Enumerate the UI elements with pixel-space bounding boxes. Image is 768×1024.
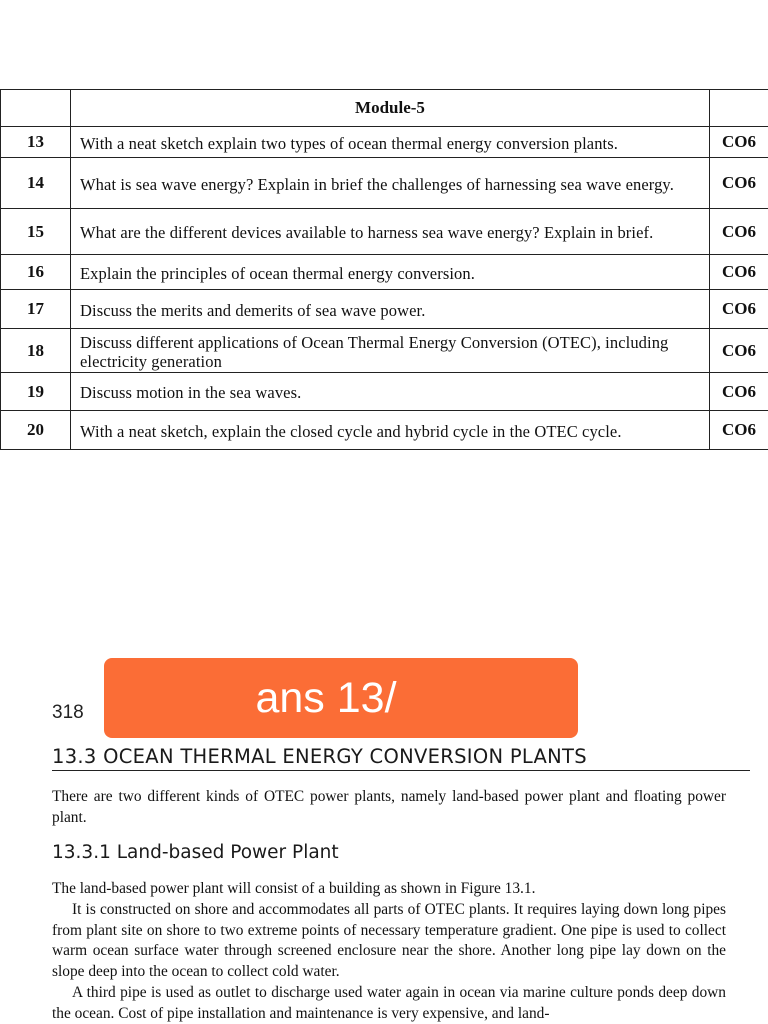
header-empty-cell bbox=[1, 90, 71, 127]
course-outcome: CO6 bbox=[710, 329, 768, 373]
paragraph-3: A third pipe is used as outlet to discharge used water again in ocean via marine culture ponds deep down the ocean. Cost of pipe installation and maintenance is very expensive, and land- bbox=[52, 984, 726, 1022]
course-outcome: CO6 bbox=[710, 411, 768, 450]
table-row bbox=[1, 411, 768, 450]
section-title: 13.3 OCEAN THERMAL ENERGY CONVERSION PLANTS bbox=[52, 745, 750, 771]
paragraph-2: It is constructed on shore and accommodates all parts of OTEC plants. It requires laying down long pipes from plant site on shore to two extreme points of necessary temperature gradient. One pipe is used to collect warm ocean surface water through screened enclosure near the shore. Another long pipe lay down on the slope deep into the ocean to collect cold water. bbox=[52, 901, 726, 980]
table-row bbox=[1, 158, 768, 209]
question-number: 13 bbox=[1, 127, 71, 158]
question-number: 17 bbox=[1, 290, 71, 329]
question-number: 20 bbox=[1, 411, 71, 450]
page-number: 318 bbox=[52, 702, 84, 723]
course-outcome: CO6 bbox=[710, 255, 768, 290]
question-text: Explain the principles of ocean thermal energy conversion. bbox=[71, 255, 710, 290]
question-text: What is sea wave energy? Explain in brief the challenges of harnessing sea wave energy. bbox=[71, 158, 710, 209]
question-text: Discuss the merits and demerits of sea wave power. bbox=[71, 290, 710, 329]
paragraph-1: The land-based power plant will consist of a building as shown in Figure 13.1. bbox=[52, 880, 536, 897]
question-text: With a neat sketch explain two types of ocean thermal energy conversion plants. bbox=[71, 127, 710, 158]
question-text: Discuss motion in the sea waves. bbox=[71, 373, 710, 411]
answer-banner: ans 13/ bbox=[104, 658, 578, 738]
question-table bbox=[0, 89, 768, 450]
question-number: 15 bbox=[1, 209, 71, 255]
table-row bbox=[1, 127, 768, 158]
subsection-title: 13.3.1 Land-based Power Plant bbox=[52, 842, 339, 863]
table-row bbox=[1, 255, 768, 290]
question-number: 19 bbox=[1, 373, 71, 411]
header-empty-cell bbox=[710, 90, 768, 127]
question-text: With a neat sketch, explain the closed cycle and hybrid cycle in the OTEC cycle. bbox=[71, 411, 710, 450]
question-number: 14 bbox=[1, 158, 71, 209]
question-text: What are the different devices available to harness sea wave energy? Explain in brief. bbox=[71, 209, 710, 255]
table-row bbox=[1, 373, 768, 411]
table-row bbox=[1, 329, 768, 373]
question-text: Discuss different applications of Ocean Thermal Energy Conversion (OTEC), including electricity generation bbox=[71, 329, 710, 373]
module-heading: Module-5 bbox=[71, 90, 710, 127]
course-outcome: CO6 bbox=[710, 209, 768, 255]
question-number: 16 bbox=[1, 255, 71, 290]
course-outcome: CO6 bbox=[710, 373, 768, 411]
course-outcome: CO6 bbox=[710, 127, 768, 158]
table-header-row bbox=[1, 90, 768, 127]
course-outcome: CO6 bbox=[710, 290, 768, 329]
intro-paragraph: There are two different kinds of OTEC power plants, namely land-based power plant and floating power plant. bbox=[52, 788, 726, 826]
table-row bbox=[1, 290, 768, 329]
question-number: 18 bbox=[1, 329, 71, 373]
course-outcome: CO6 bbox=[710, 158, 768, 209]
table-row bbox=[1, 209, 768, 255]
